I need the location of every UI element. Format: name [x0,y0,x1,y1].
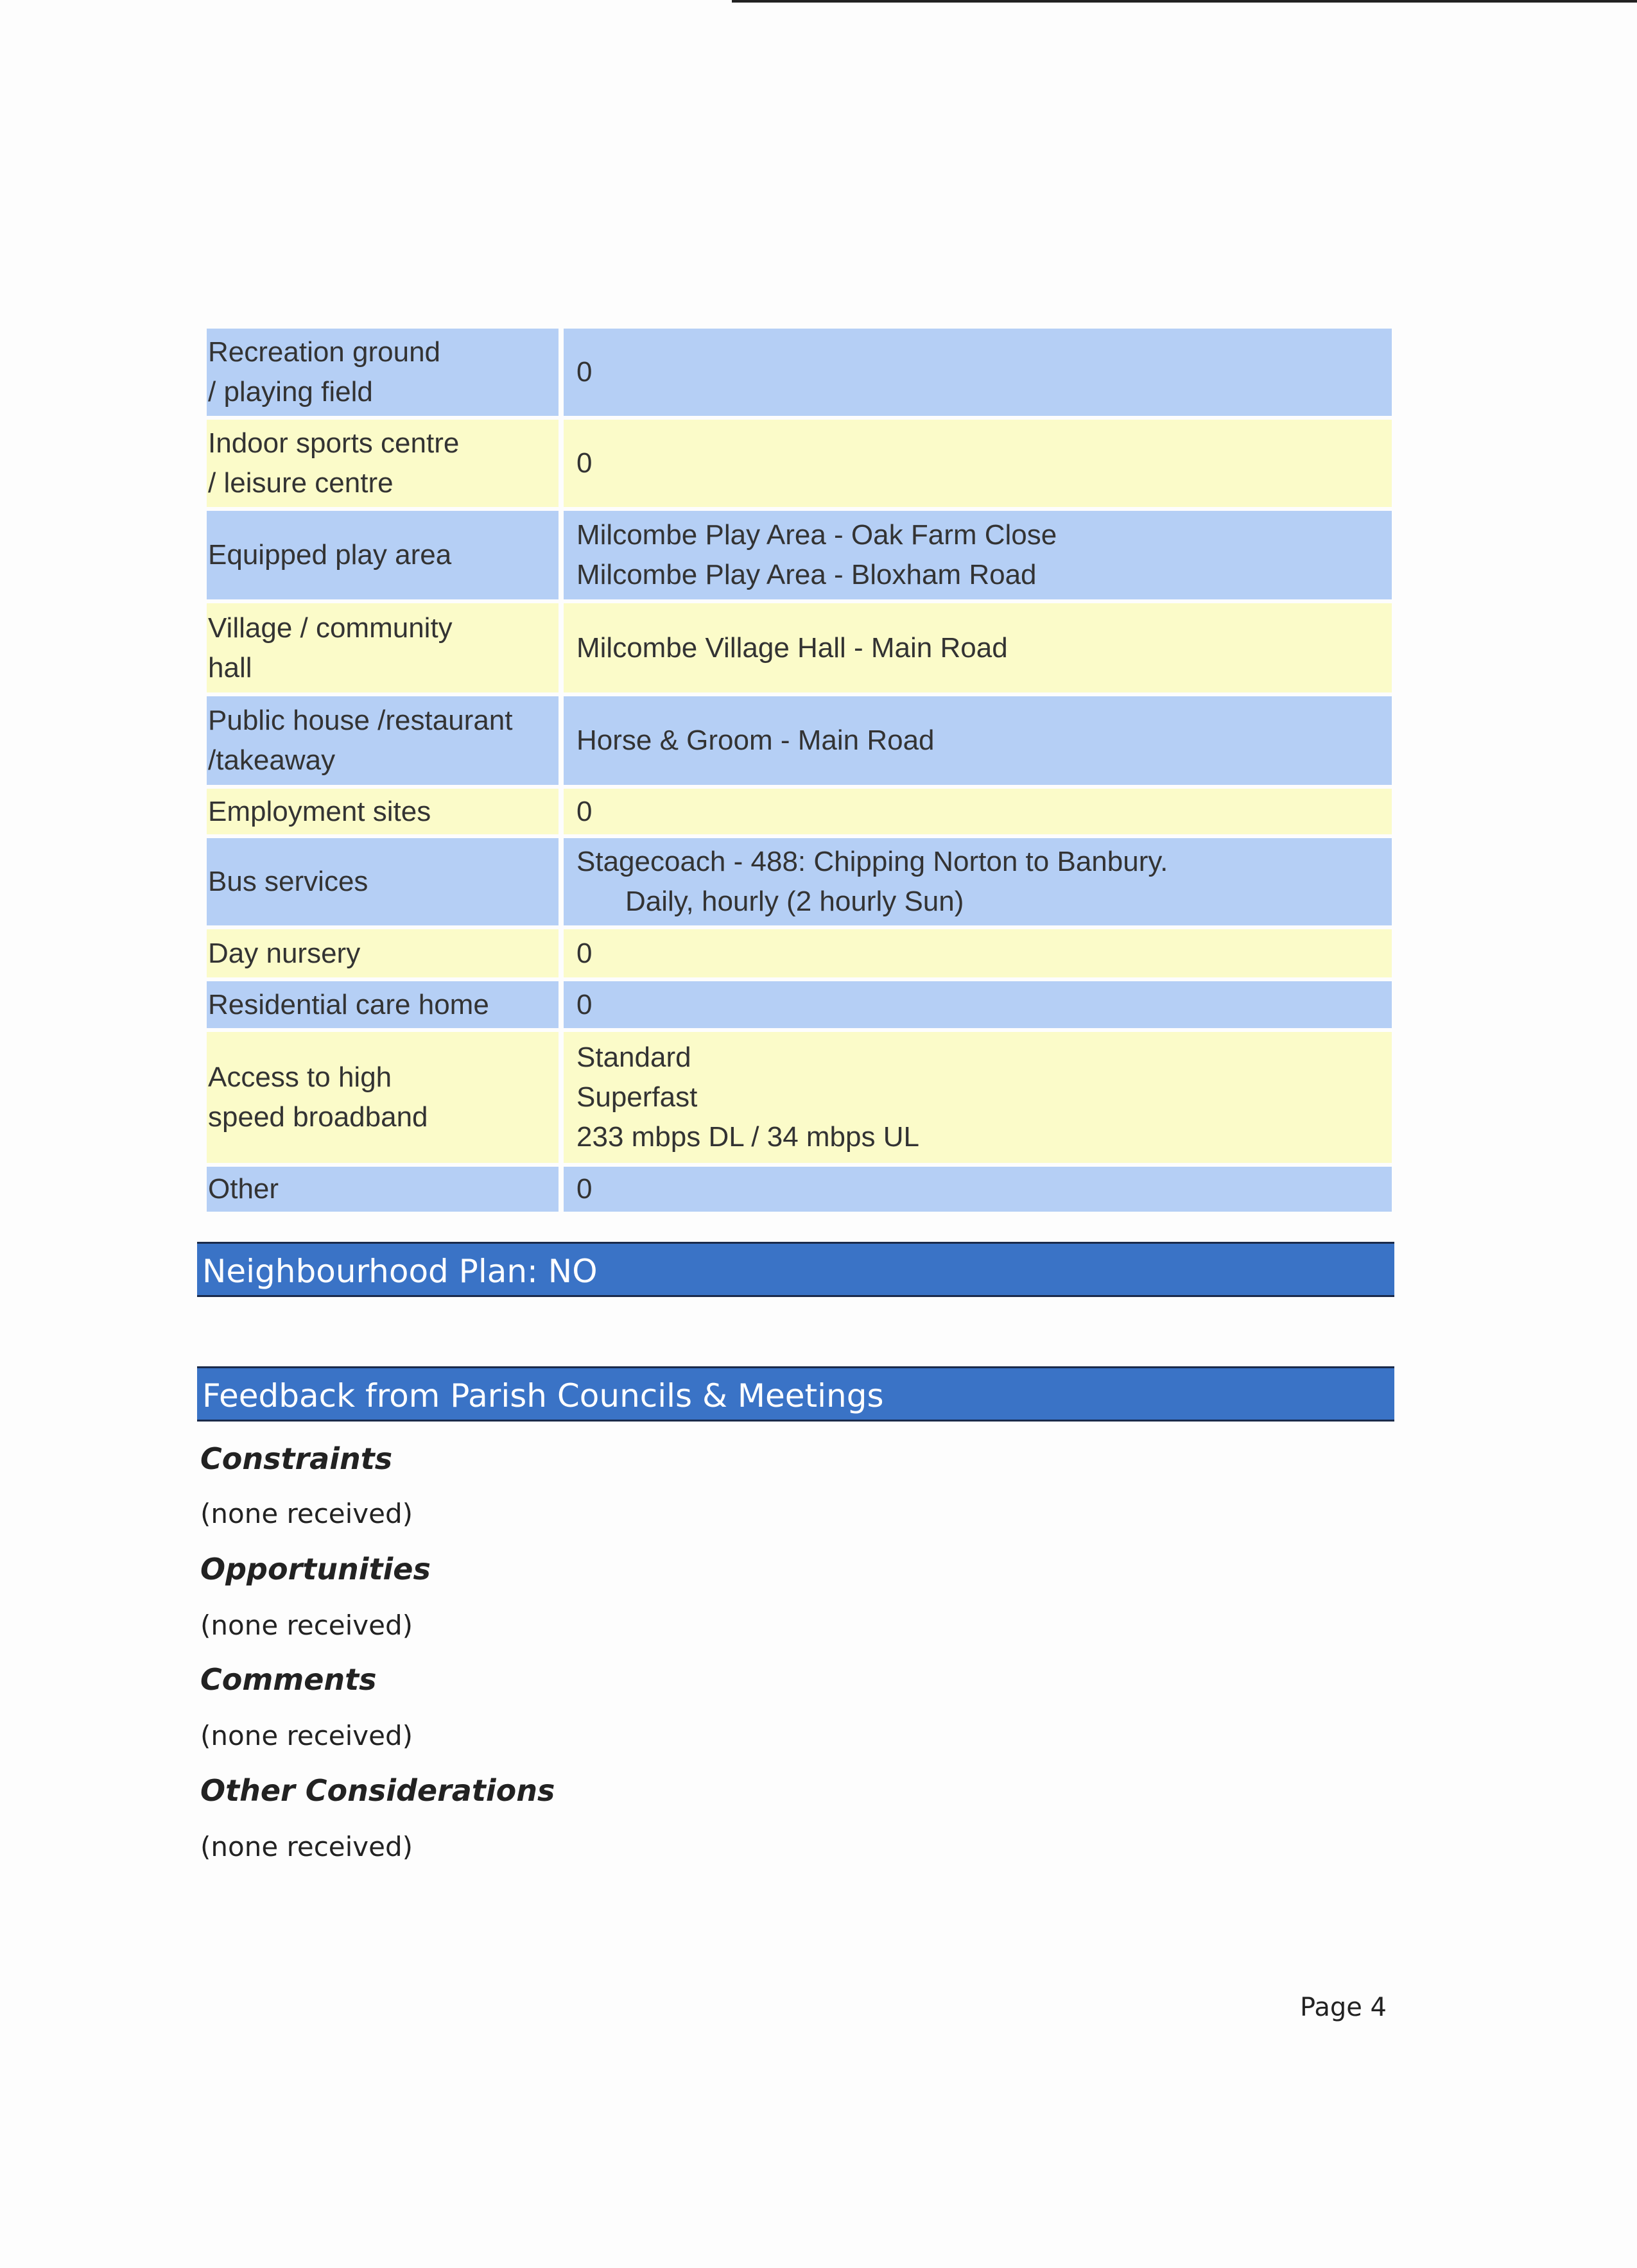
comments-heading: Comments [200,1662,377,1697]
row-label-line: Equipped play area [208,539,452,571]
row-label [207,1032,559,1163]
row-value-line: Superfast [576,1081,698,1113]
table-row [207,1167,1392,1212]
row-label-line: Access to high [208,1061,392,1093]
row-label [207,603,559,692]
row-label-line: Day nursery [208,937,361,969]
row-value [564,1167,1392,1212]
row-value-line: Horse & Groom - Main Road [576,725,935,756]
row-value [564,789,1392,834]
row-value [564,329,1392,416]
feedback-heading: Feedback from Parish Councils & Meetings [197,1366,1394,1422]
row-label [207,929,559,977]
row-label-line: / playing field [208,376,373,408]
row-value [564,1032,1392,1163]
other-considerations-text: (none received) [200,1831,413,1862]
neighbourhood-plan-heading: Neighbourhood Plan: NO [197,1242,1394,1297]
row-value-line: Stagecoach - 488: Chipping Norton to Banbury. [576,846,1168,877]
constraints-heading: Constraints [200,1441,393,1476]
row-label-line: hall [208,651,252,683]
table-row [207,329,1392,416]
row-value-line: Milcombe Play Area - Oak Farm Close [576,519,1057,551]
opportunities-text: (none received) [200,1610,413,1641]
row-value-line: 0 [576,447,593,479]
row-value [564,696,1392,785]
constraints-text: (none received) [200,1498,413,1529]
table-row [207,838,1392,925]
row-value-line: 233 mbps DL / 34 mbps UL [576,1121,919,1153]
row-label [207,420,559,507]
row-value-line: Daily, hourly (2 hourly Sun) [625,886,964,917]
row-label-line: Recreation ground [208,336,441,368]
row-value [564,981,1392,1028]
row-label-line: Residential care home [208,988,489,1020]
table-row [207,1032,1392,1163]
table-row [207,511,1392,599]
row-label-line: Other [208,1173,279,1205]
comments-text: (none received) [200,1720,413,1751]
scan-edge-line [732,0,1637,3]
row-value [564,511,1392,599]
row-value-line: 0 [576,356,593,388]
row-label [207,329,559,416]
table-row [207,929,1392,977]
row-value-line: Milcombe Play Area - Bloxham Road [576,559,1037,590]
row-label-line: Public house /restaurant [208,705,513,736]
opportunities-heading: Opportunities [200,1552,431,1586]
row-value [564,838,1392,925]
table-row [207,789,1392,834]
row-value-line: Milcombe Village Hall - Main Road [576,631,1008,664]
table-row [207,981,1392,1028]
row-label [207,981,559,1028]
row-value-line: 0 [576,795,593,827]
table-row [207,420,1392,507]
row-value [564,929,1392,977]
other-considerations-heading: Other Considerations [200,1773,555,1808]
row-label-line: Employment sites [208,795,431,827]
row-value [564,603,1392,692]
facilities-table [207,329,1392,1216]
row-value-line: 0 [576,1173,593,1205]
row-label [207,838,559,925]
table-row [207,603,1392,692]
row-label-line: Indoor sports centre [208,427,460,459]
row-label-line: / leisure centre [208,467,394,499]
row-label [207,789,559,834]
row-label [207,696,559,785]
table-row [207,696,1392,785]
row-label-line: speed broadband [208,1101,428,1133]
row-value-line: 0 [576,988,593,1020]
row-value-line: Standard [576,1042,691,1073]
row-value [564,420,1392,507]
page-number: Page 4 [1300,1993,1387,2022]
row-label-line: Village / community [208,612,453,644]
row-label-line: /takeaway [208,744,336,776]
row-label [207,511,559,599]
row-value-line: 0 [576,937,593,969]
row-label [207,1167,559,1212]
row-label-line: Bus services [208,866,368,897]
